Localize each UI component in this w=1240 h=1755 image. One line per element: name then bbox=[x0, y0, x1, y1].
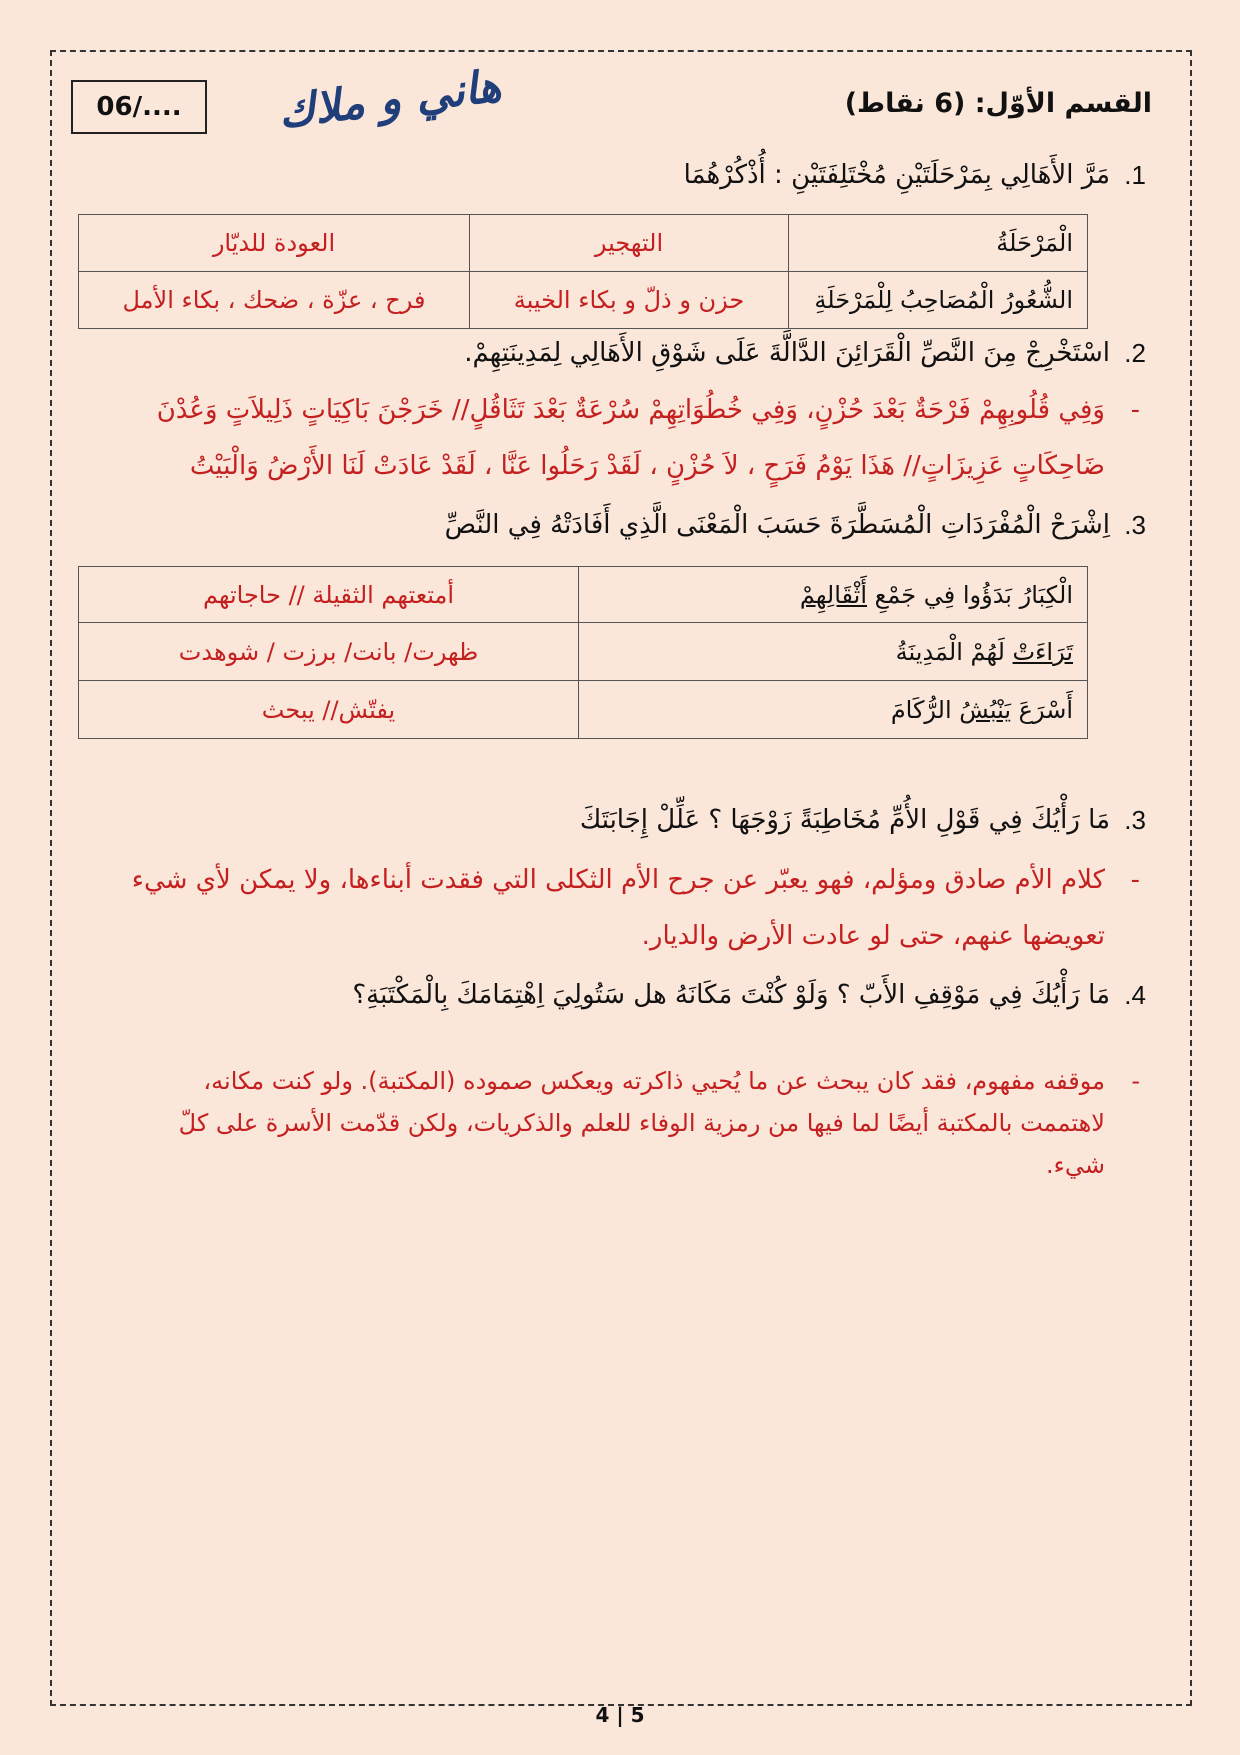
question-1: 1. مَرَّ الأَهَالِي بِمَرْحَلَتَيْنِ مُخْتَلِفَتَيْنِ : أُذْكُرْهُمَا bbox=[683, 160, 1146, 190]
question-3-opinion: 3. مَا رَأْيُكَ فِي قَوْلِ الأُمِّ مُخَاطِبَةً زَوْجَهَا ؟ عَلِّلْ إِجَابَتَكَ bbox=[579, 805, 1146, 835]
answer-2: - وَفِي قُلُوبِهِمْ فَرْحَةٌ بَعْدَ حُزْنٍ، وَفِي خُطُوَاتِهِمْ سُرْعَةٌ بَعْدَ تَثَاقُلٍ// خَرَجْنَ بَاكِيَاتٍ ذَلِيلاَتٍ وَعُدْنَ ضَاحِكَاتٍ عَزِيزَاتٍ// هَذَا يَوْمُ فَرَحٍ ، لاَ حُزْنٍ ، لَقَدْ رَحَلُوا عَنَّا ، لَقَدْ عَادَتْ لَنَا الأَرْضُ وَالْبَيْتُ bbox=[156, 395, 1140, 481]
table-cell-return-feeling: فرح ، عزّة ، ضحك ، بكاء الأمل bbox=[79, 272, 470, 329]
vocab-phrase-3: أَسْرَعَ يَنْبُشُ الرُّكَامَ bbox=[579, 681, 1088, 739]
vocab-phrase-2: تَرَاءَتْ لَهُمْ الْمَدِينَةُ bbox=[579, 623, 1088, 681]
section-title: القسم الأوّل: (6 نقاط) bbox=[844, 88, 1152, 119]
vocab-meaning-1: أمتعتهم الثقيلة // حاجاتهم bbox=[79, 567, 579, 623]
table-cell-displacement-feeling: حزن و ذلّ و بكاء الخيبة bbox=[470, 272, 789, 329]
vocab-meaning-2: ظهرت/ بانت/ برزت / شوهدت bbox=[79, 623, 579, 681]
vocab-phrase-1: الْكِبَارُ بَدَؤُوا فِي جَمْعِ أَثْقَالِهِمْ bbox=[579, 567, 1088, 623]
student-names-handwriting bbox=[235, 52, 545, 142]
page-number: 4 | 5 bbox=[595, 1703, 645, 1727]
score-box: 06/.... bbox=[71, 80, 207, 134]
table-header-phase: الْمَرْحَلَةُ bbox=[789, 215, 1088, 272]
table-cell-displacement: التهجير bbox=[470, 215, 789, 272]
question-3: 3. اِشْرَحْ الْمُفْرَدَاتِ الْمُسَطَّرَةَ حَسَبَ الْمَعْنَى الَّذِي أَفَادَتْهُ فِي النَّصِّ bbox=[444, 510, 1146, 540]
vocab-meaning-3: يفتّش// يبحث bbox=[79, 681, 579, 739]
phases-table bbox=[78, 214, 1088, 329]
table-cell-return: العودة للديّار bbox=[79, 215, 470, 272]
answer-4: - موقفه مفهوم، فقد كان يبحث عن ما يُحيي ذاكرته ويعكس صموده (المكتبة). ولو كنت مكانه، لاهتممت بالمكتبة أيضًا لما فيها من رمزية الوفاء للعلم والذكريات، ولكن قدّمت الأسرة على كلّ شيء. bbox=[178, 1067, 1140, 1179]
svg-text:هاني و ملاك: هاني و ملاك bbox=[275, 60, 504, 139]
answer-3-opinion: - كلام الأم صادق ومؤلم، فهو يعبّر عن جرح الأم الثكلى التي فقدت أبناءها، ولا يمكن لأي شيء تعويضها عنهم، حتى لو عادت الأرض والديار. bbox=[131, 865, 1140, 951]
vocabulary-table bbox=[78, 566, 1088, 739]
table-header-feeling: الشُّعُورُ الْمُصَاحِبُ لِلْمَرْحَلَةِ bbox=[789, 272, 1088, 329]
question-2: 2. اسْتَخْرِجْ مِنَ النَّصِّ الْقَرَائِنَ الدَّالَّةَ عَلَى شَوْقِ الأَهَالِي لِمَدِينَتِهِمْ. bbox=[464, 338, 1146, 368]
question-4: 4. مَا رَأْيُكَ فِي مَوْقِفِ الأَبّ ؟ وَلَوْ كُنْتَ مَكَانَهُ هل سَتُولِيَ اِهْتِمَامَكَ بِالْمَكْتَبَةِ؟ bbox=[352, 980, 1146, 1010]
